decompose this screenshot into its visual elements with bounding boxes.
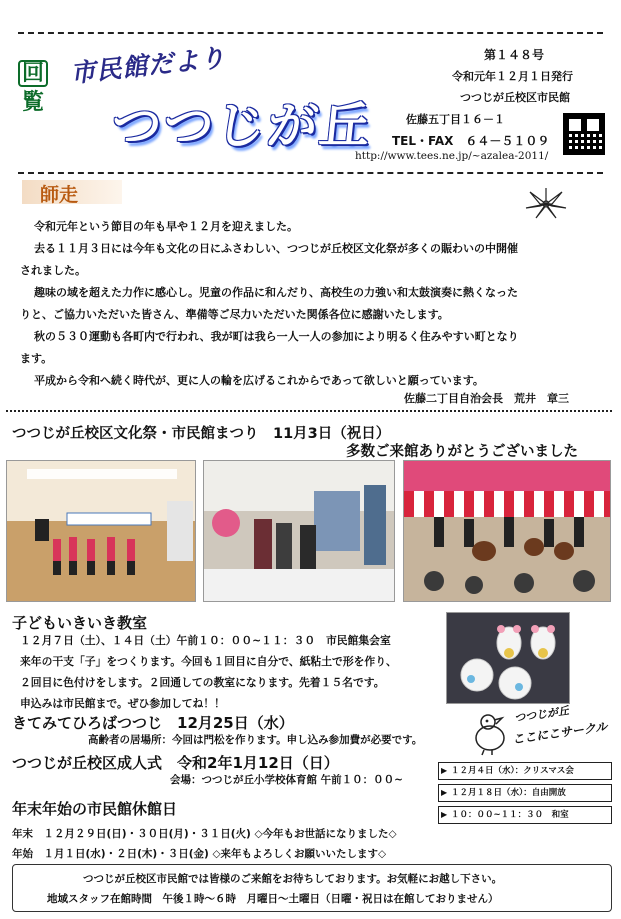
greeting-line-1: 令和元年という節目の年も早や１２月を迎えました。 xyxy=(34,220,298,233)
kids-class-line-4: 申込みは市民館まで。ぜひ参加してね！！ xyxy=(20,697,225,710)
bird-icon xyxy=(470,708,510,756)
festival-title: つつじが丘校区文化祭・市民館まつり 11月3日（祝日） xyxy=(12,426,391,442)
circle-item-christmas: ▶ １２月４日（水）：クリスマス会 xyxy=(438,762,612,780)
issue-number: 第１４８号 xyxy=(484,48,545,62)
photo-taiko-drums xyxy=(403,460,611,602)
closure-title: 年末年始の市民館休館日 xyxy=(12,800,178,818)
closure-year-end: 年末 １２月２９日(日)・３０日(月)・３１日(火) ◇今年もお世話になりました◇ xyxy=(12,828,397,840)
photo-dance-performance xyxy=(6,460,196,602)
newsletter-subtitle: 市民館だより xyxy=(69,42,228,89)
kairan-stamp xyxy=(18,60,48,114)
greeting-body xyxy=(20,216,590,392)
kairan-char-2: 覧 xyxy=(21,90,44,116)
footer-line-1: つつじが丘校区市民館では皆様のご来館をお待ちしております。お気軽にお越し下さい。 xyxy=(83,873,503,885)
tel-fax: TEL・FAX ６４－５１０９ xyxy=(392,134,550,148)
footer-line-2: 地域スタッフ在館時間 午後１時～６時 月曜日～土曜日（日曜・祝日は在館しておりません） xyxy=(47,893,499,905)
header-bottom-dashed-rule xyxy=(18,172,603,174)
ceremony-line: 会場：つつじが丘小学校体育館 午前１０：００~ xyxy=(170,774,403,786)
publisher: つつじが丘校区市民館 xyxy=(460,91,570,104)
circle-item-open: ▶ １２月１８日（水）：自由開放 xyxy=(438,784,612,802)
address: 佐藤五丁目１６－１ xyxy=(406,113,505,126)
kitemite-line: 高齢者の居場所：今回は門松を作ります。申し込み参加費が必要です。 xyxy=(88,734,423,746)
greeting-heading-banner xyxy=(22,180,122,204)
closure-new-year: 年始 １月１日(水)・２日(木)・３日(金) ◇来年もよろしくお願いいたします◇ xyxy=(12,848,387,860)
greeting-line-5: りと、ご協力いただいた皆さん、準備等ご尽力いただいた関係各位に感謝いたします。 xyxy=(20,308,449,321)
kids-class-line-2: 来年の干支「子」をつくります。今回も１回目に自分で、紙粘土で形を作り、 xyxy=(20,655,397,668)
website-url[interactable]: http://www.tees.ne.jp/~azalea-2011/ xyxy=(355,150,549,162)
greeting-line-6: 秋の５３０運動も各町内で行われ、我が町は我ら一人一人の参加により明るく住みやすい町となり xyxy=(34,330,519,343)
footer-scroll-box xyxy=(12,864,612,912)
kids-class-body xyxy=(20,630,440,714)
kairan-char-1: 回 xyxy=(18,60,48,87)
greeting-line-8: 平成から令和へ続く時代が、更に人の輪を広げるこれからであって欲しいと願っています。 xyxy=(34,374,484,387)
kids-class-title: 子どもいきいき教室 xyxy=(12,614,148,632)
festival-subtitle: 多数ご来館ありがとうございました xyxy=(346,444,578,460)
section-divider-festival xyxy=(6,410,612,412)
qr-code-icon xyxy=(563,113,605,155)
circle-title-1: つつじが丘 xyxy=(513,704,570,725)
top-dashed-rule xyxy=(18,32,603,34)
greeting-signature: 佐藤二丁目自治会長 荒井 章三 xyxy=(404,392,569,405)
greeting-heading: 師走 xyxy=(40,184,79,206)
circle-title-2: ここにこサークル xyxy=(511,719,609,747)
newsletter-title: つつじが丘 xyxy=(108,96,375,155)
circle-item-time: ▶ １０：００~１１：３０ 和室 xyxy=(438,806,612,824)
greeting-line-3: されました。 xyxy=(20,264,86,277)
issue-date: 令和元年１２月１日発行 xyxy=(452,70,573,83)
kids-class-line-1: １２月７日（土）、１４日（土）午前１０：００~１１：３０ 市民館集会室 xyxy=(20,634,391,647)
photo-exhibition xyxy=(203,460,395,602)
photo-mouse-figurines xyxy=(446,612,570,704)
greeting-line-7: ます。 xyxy=(20,352,53,365)
kitemite-title: きてみてひろばつつじ 12月25日（水） xyxy=(12,714,294,732)
greeting-line-2: 去る１１月３日には今年も文化の日にふさわしい、つつじが丘校区文化祭が多くの賑わいの中開催 xyxy=(34,242,518,255)
ceremony-title: つつじが丘校区成人式 令和2年1月12日（日） xyxy=(12,754,339,772)
greeting-line-4: 趣味の域を超えた力作に感心し。児童の作品に和んだり、高校生の力強い和太鼓演奏に熱くなった xyxy=(34,286,518,299)
kids-class-line-3: ２回目に色付けをします。２回通しての教室になります。先着１５名です。 xyxy=(20,676,385,689)
